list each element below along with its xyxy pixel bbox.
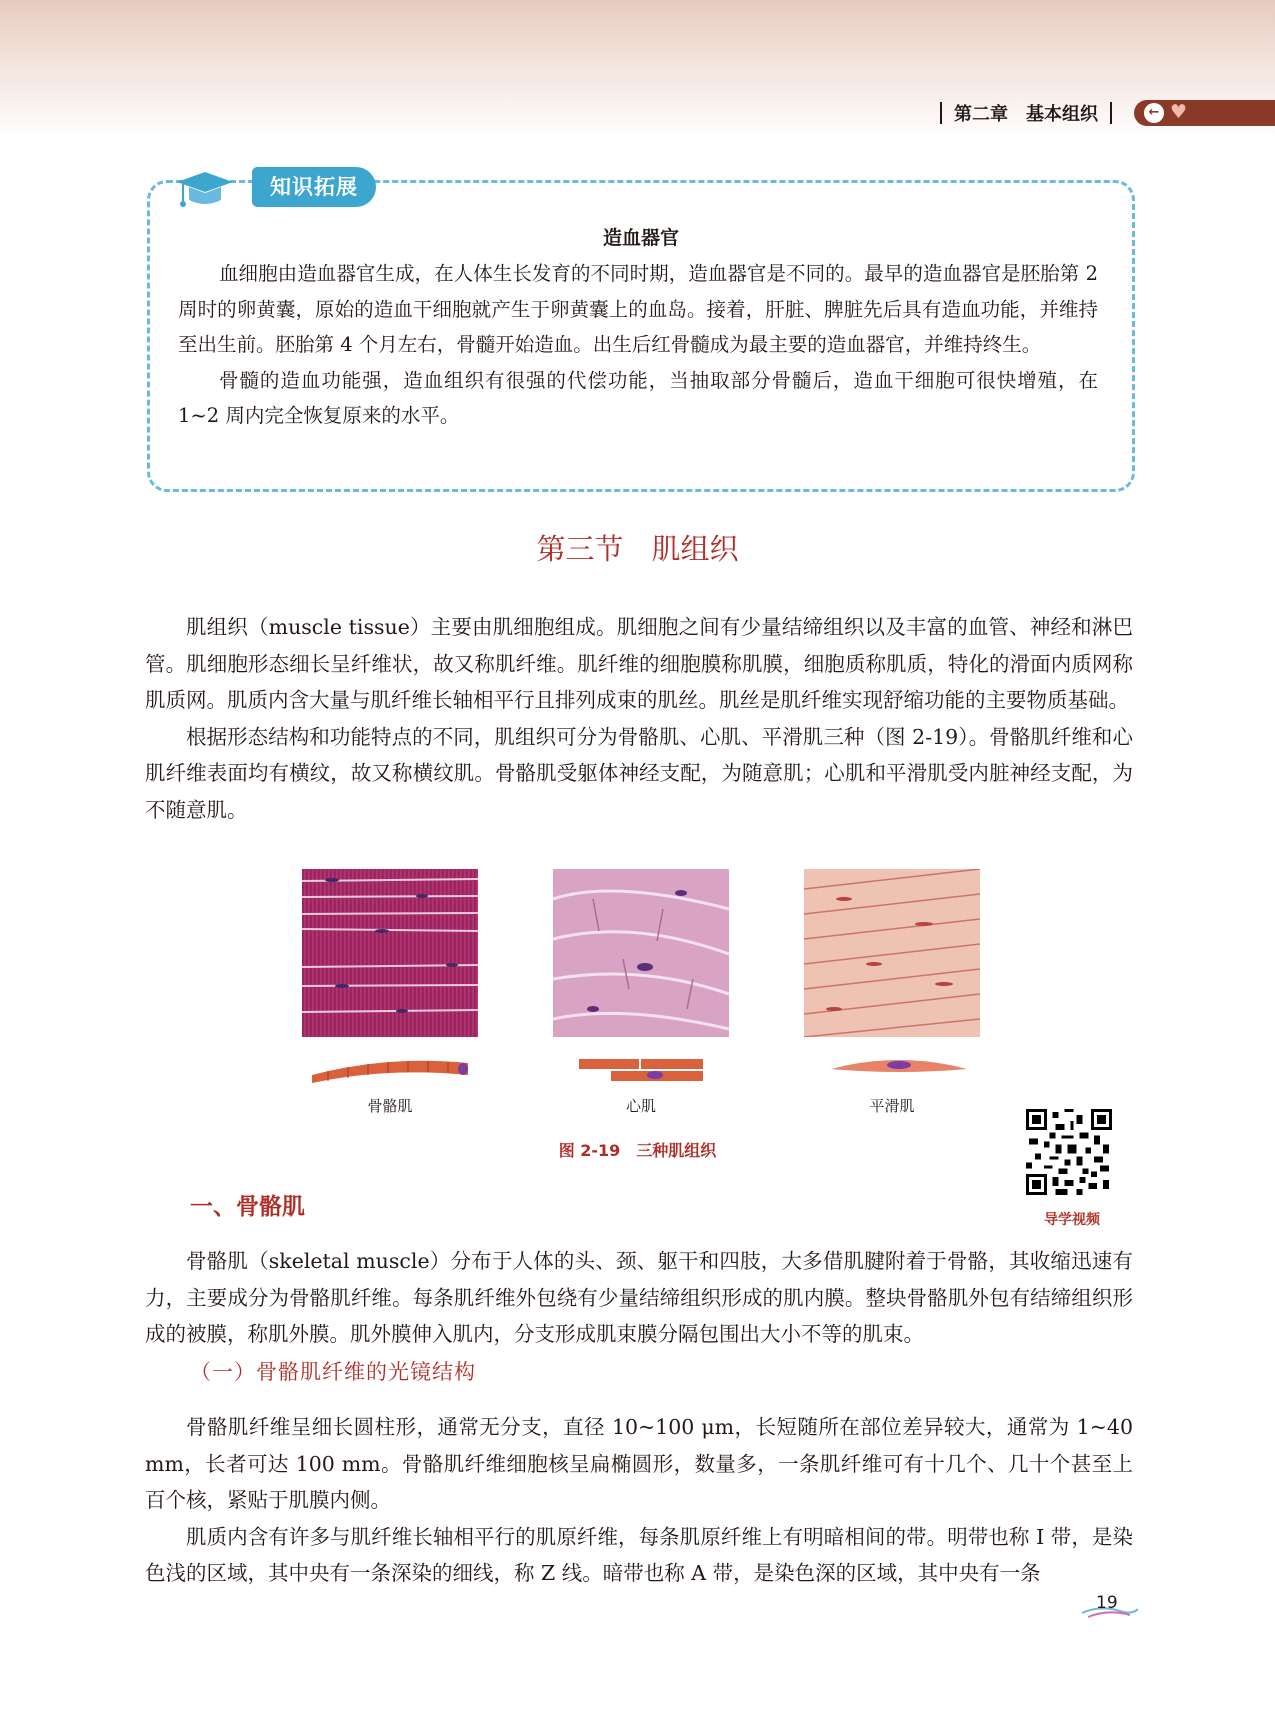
smooth-fiber-illustration: [829, 1053, 969, 1077]
figure-caption: 图 2-19 三种肌组织: [558, 1141, 717, 1160]
subsection-heading: 一、骨骼肌: [190, 1194, 305, 1220]
figure-label-smooth: 平滑肌: [869, 1097, 915, 1115]
section-title: [0, 527, 1275, 568]
graduation-cap-icon: [175, 168, 235, 212]
subsection-text: [145, 1243, 1133, 1353]
sub-subsection-heading: （一）骨骼肌纤维的光镜结构: [190, 1360, 476, 1384]
box-paragraph: 血细胞由造血器官生成，在人体生长发育的不同时期，造血器官是不同的。最早的造血器官是胚胎第 2 周时的卵黄囊，原始的造血干细胞就产生于卵黄囊上的血岛。接着，肝脏、脾脏先后具有造血功能，并维持至出生前。胚胎第 4 个月左右，骨髓开始造血。出生后红骨髓成为最主要的造血器官，并维持终生。: [178, 262, 1098, 356]
paragraph: 肌质内含有许多与肌纤维长轴相平行的肌原纤维，每条肌原纤维上有明暗相间的带。明带也称 I 带，是染色浅的区域，其中央有一条深染的细线，称 Z 线。暗带也称 A 带，是染色深的区域，其中央有一条: [145, 1524, 1133, 1585]
sub-subsection-text: [145, 1409, 1133, 1592]
qr-label: 导学视频: [1044, 1212, 1100, 1228]
cardiac-fiber-illustration: [577, 1053, 705, 1083]
cardiac-muscle-micrograph: [553, 869, 729, 1037]
figure-2-19: [302, 869, 980, 1131]
section-number: 第三节: [536, 532, 624, 566]
paragraph: 根据形态结构和功能特点的不同，肌组织可分为骨骼肌、心肌、平滑肌三种（图 2-19）。骨骼肌纤维和心肌纤维表面均有横纹，故又称横纹肌。骨骼肌受躯体神经支配，为随意肌；心肌和平滑肌受内脏神经支配，为不随意肌。: [145, 724, 1133, 822]
figure-label-skeletal: 骨骼肌: [367, 1097, 413, 1115]
section-name: 肌组织: [651, 532, 739, 566]
heart-icon: ♥: [1170, 101, 1188, 123]
page-number: [1080, 1593, 1140, 1623]
chapter-title: 基本组织: [1026, 104, 1098, 125]
figure-label-cardiac: 心肌: [625, 1097, 656, 1115]
chapter-tab[interactable]: [1134, 100, 1275, 126]
qr-code[interactable]: [1026, 1109, 1112, 1195]
running-head: [928, 98, 1124, 128]
smooth-muscle-micrograph: [804, 869, 980, 1037]
divider: [1110, 102, 1112, 124]
skeletal-muscle-micrograph: [302, 869, 478, 1037]
paragraph: 骨骼肌纤维呈细长圆柱形，通常无分支，直径 10~100 μm，长短随所在部位差异较大，通常为 1~40 mm，长者可达 100 mm。骨骼肌纤维细胞核呈扁椭圆形，数量多，一条肌纤维可有十几个、几十个甚至上百个核，紧贴于肌膜内侧。: [145, 1415, 1133, 1512]
box-body: [178, 256, 1098, 434]
paragraph: 肌组织（muscle tissue）主要由肌细胞组成。肌细胞之间有少量结缔组织以及丰富的血管、神经和淋巴管。肌细胞形态细长呈纤维状，故又称肌纤维。肌纤维的细胞膜称肌膜，细胞质称肌质，特化的滑面内质网称肌质网。肌质内含大量与肌纤维长轴相平行且排列成束的肌丝。肌丝是肌纤维实现舒缩功能的主要物质基础。: [145, 615, 1133, 712]
divider: [940, 102, 942, 124]
paragraph: 骨骼肌（skeletal muscle）分布于人体的头、颈、躯干和四肢，大多借肌腱附着于骨骼，其收缩迅速有力，主要成分为骨骼肌纤维。每条肌纤维外包绕有少量结缔组织形成的肌内膜。整块骨骼肌外包有结缔组织形成的被膜，称肌外膜。肌外膜伸入肌内，分支形成肌束膜分隔包围出大小不等的肌束。: [145, 1249, 1133, 1346]
skeletal-fiber-illustration: [308, 1053, 472, 1083]
page-number-value: 19: [1096, 1593, 1118, 1613]
chapter-number: 第二章: [954, 104, 1008, 125]
intro-text: [145, 609, 1133, 828]
box-paragraph: 骨髓的造血功能强，造血组织有很强的代偿功能，当抽取部分骨髓后，造血干细胞可很快增殖，在 1~2 周内完全恢复原来的水平。: [178, 368, 1098, 427]
back-arrow-icon[interactable]: ←: [1144, 103, 1164, 123]
box-title: 造血器官: [602, 227, 679, 249]
knowledge-tag: 知识拓展: [252, 167, 376, 207]
